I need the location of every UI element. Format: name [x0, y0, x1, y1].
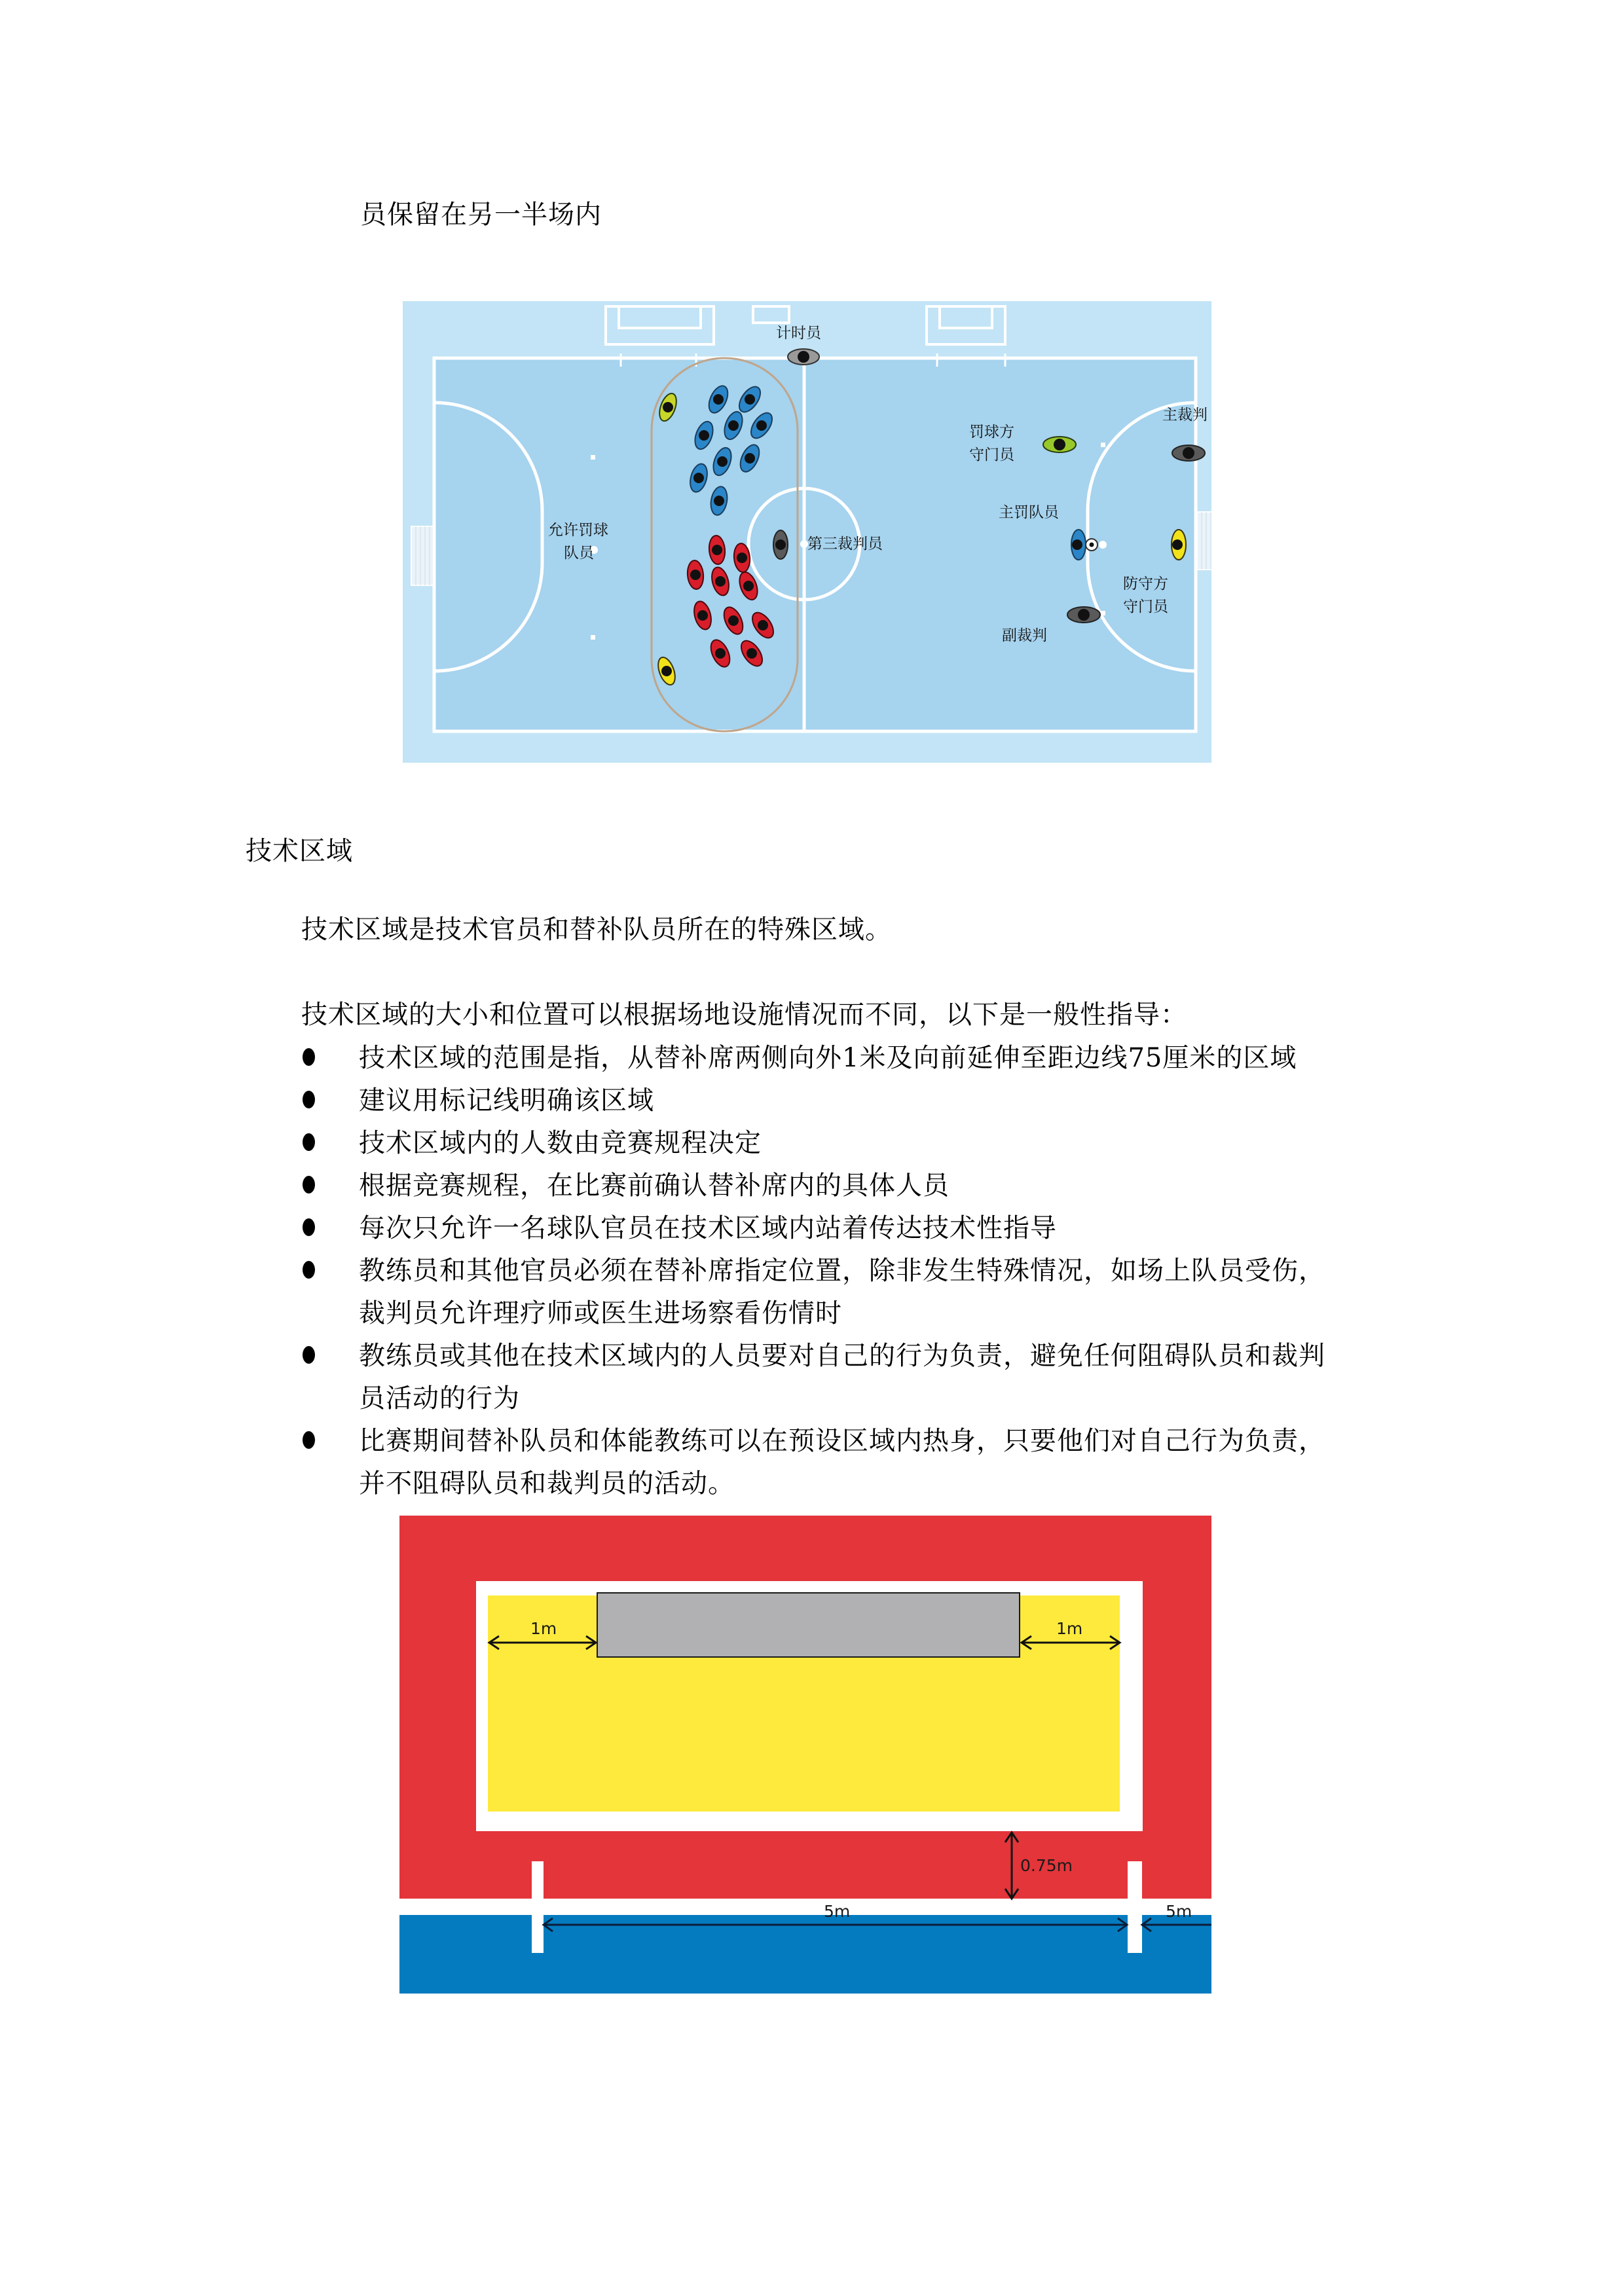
- label-defending-goalkeeper-2: 守门员: [1123, 598, 1168, 615]
- continuation-text: 员保留在另一半场内: [360, 200, 602, 230]
- technical-area-drawing: [399, 1516, 1211, 1994]
- guideline-text: 比赛期间替补队员和体能教练可以在预设区域内热身，只要他们对自己行为负责，: [359, 1426, 1325, 1456]
- label-allowed-player-1: 允许罚球: [548, 522, 608, 539]
- bullet-icon: [303, 1176, 315, 1194]
- label-timekeeper: 计时员: [776, 325, 821, 342]
- section-lead: 技术区域的大小和位置可以根据场地设施情况而不同，以下是一般性指导：: [301, 1000, 1187, 1030]
- guideline-text: 技术区域的范围是指，从替补席两侧向外1米及向前延伸至距边线75厘米的区域: [359, 1043, 1297, 1073]
- label-kicker: 主罚队员: [999, 504, 1059, 521]
- label-halfway-distance: 5m: [1166, 1902, 1192, 1921]
- futsal-penalty-positions-diagram: [403, 301, 1211, 763]
- guideline-text-continued: 并不阻碍队员和裁判员的活动。: [359, 1468, 735, 1499]
- technical-area-diagram: [399, 1516, 1211, 1994]
- bullet-icon: [303, 1346, 315, 1364]
- bullet-icon: [303, 1048, 315, 1066]
- bullet-icon: [303, 1133, 315, 1151]
- guideline-text: 根据竞赛规程，在比赛前确认替补席内的具体人员: [359, 1171, 950, 1201]
- label-third-referee: 第三裁判员: [807, 536, 883, 553]
- label-allowed-player-2: 队员: [564, 545, 594, 562]
- guideline-text: 技术区域内的人数由竞赛规程决定: [359, 1128, 762, 1158]
- label-kicking-goalkeeper-2: 守门员: [969, 446, 1014, 464]
- substitution-zone-marker-right: [1128, 1861, 1142, 1953]
- bullet-icon: [303, 1091, 315, 1108]
- bullet-icon: [303, 1431, 315, 1449]
- label-left-1m: 1m: [530, 1619, 557, 1638]
- pitch-area: [399, 1915, 1211, 1994]
- bullet-icon: [303, 1218, 315, 1236]
- label-second-referee: 副裁判: [1002, 627, 1047, 644]
- section-title: 技术区域: [246, 836, 353, 866]
- guideline-text: 建议用标记线明确该区域: [359, 1085, 654, 1116]
- right-goal-net: [1197, 512, 1211, 570]
- guideline-text-continued: 裁判员允许理疗师或医生进场察看伤情时: [359, 1298, 842, 1328]
- guideline-text: 教练员或其他在技术区域内的人员要对自己的行为负责，避免任何阻碍队员和裁判: [359, 1341, 1325, 1371]
- substitutes-bench: [597, 1593, 1020, 1657]
- touchline: [399, 1899, 1211, 1915]
- label-kicking-goalkeeper-1: 罚球方: [969, 424, 1014, 441]
- bullet-icon: [303, 1261, 315, 1279]
- guideline-text: 每次只允许一名球队官员在技术区域内站着传达技术性指导: [359, 1213, 1057, 1243]
- field-drawing: [403, 301, 1211, 763]
- guideline-text-continued: 员活动的行为: [359, 1383, 520, 1413]
- substitution-zone-marker-left: [532, 1861, 544, 1953]
- left-goal-net: [411, 526, 434, 585]
- label-touchline-distance: 0.75m: [1020, 1856, 1073, 1875]
- label-defending-goalkeeper-1: 防守方: [1123, 575, 1168, 592]
- guideline-text: 教练员和其他官员必须在替补席指定位置，除非发生特殊情况，如场上队员受伤，: [359, 1256, 1325, 1286]
- label-right-1m: 1m: [1056, 1619, 1083, 1638]
- section-intro: 技术区域是技术官员和替补队员所在的特殊区域。: [301, 915, 892, 945]
- label-main-referee: 主裁判: [1162, 407, 1208, 424]
- label-substitution-zone-length: 5m: [824, 1902, 851, 1921]
